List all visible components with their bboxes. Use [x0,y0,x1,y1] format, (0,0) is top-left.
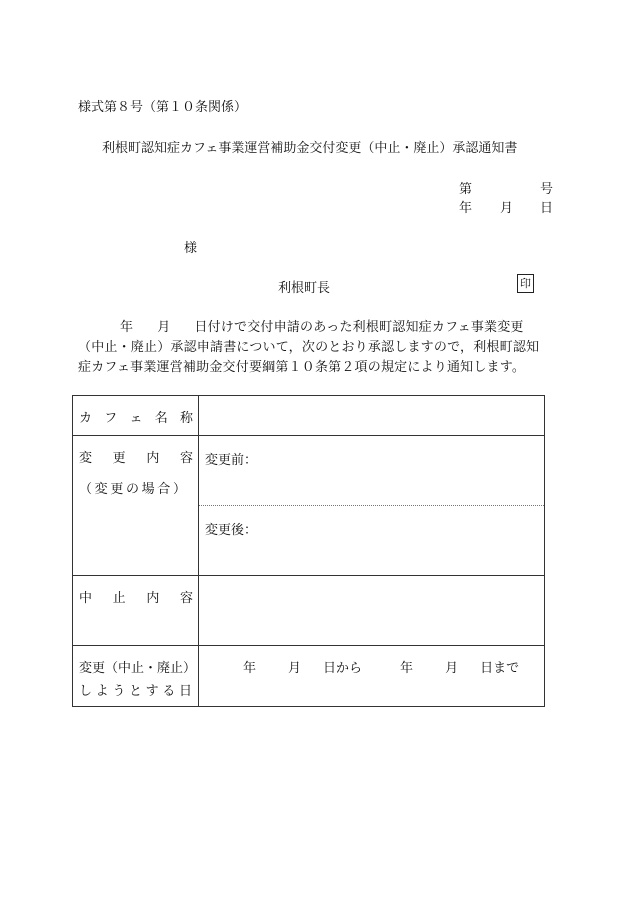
date-range [199,646,544,676]
body-month: 月 [157,320,171,335]
body-line-1-text: 日付けで交付申請のあった利根町認知症カフェ事業変更 [194,320,524,335]
change-date-char: し [79,684,93,699]
stop-content-char: 止 [112,591,126,606]
cafe-name-value-cell[interactable] [199,396,545,436]
change-case-char: 変 [94,482,108,497]
reference-number-suffix: 号 [540,182,554,197]
body-paragraph [78,318,556,378]
stop-content-char: 容 [179,591,193,606]
body-year: 年 [120,320,134,335]
cafe-name-label-cell [73,396,199,436]
to-year: 年 [400,661,414,676]
change-date-row [73,646,545,707]
from-year: 年 [243,661,257,676]
change-date-label-cell [73,646,199,707]
form-number: 様式第８号（第１０条関係） [78,100,248,115]
change-content-char: 更 [112,451,126,466]
cafe-name-row [73,396,545,436]
application-table [72,395,545,707]
cafe-name-label [73,396,198,426]
change-date-char: す [145,684,159,699]
change-date-char: う [112,684,126,699]
stop-content-row [73,576,545,646]
change-date-char: る [162,684,176,699]
stop-content-label [73,576,198,606]
change-after-cell[interactable] [199,506,545,576]
from-month: 月 [288,661,302,676]
addressee-honorific: 様 [184,241,198,256]
cafe-name-char: 称 [179,411,193,426]
cafe-name-char: フ [104,411,118,426]
stop-content-value-cell[interactable] [199,576,545,646]
change-date-label-line1: 変更（中止・廃止） [79,661,197,676]
change-case-char: 更 [110,482,124,497]
body-line-2: （中止・廃止）承認申請書について，次のとおり承認しますので，利根町認知 [78,340,540,355]
document-title: 利根町認知症カフェ事業運営補助金交付変更（中止・廃止）承認通知書 [102,141,518,156]
stop-content-label-cell [73,576,199,646]
change-case-char: ） [172,482,186,497]
change-before-label: 変更前： [205,453,258,468]
change-content-char: 容 [179,451,193,466]
body-line-3: 症カフェ事業運営補助金交付要綱第１０条第２項の規定により通知します。 [78,360,526,375]
issue-date-year: 年 [459,201,473,216]
cafe-name-char: 名 [154,411,168,426]
body-line-1 [78,318,556,338]
change-case-char: （ [79,482,93,497]
change-content-char: 変 [79,451,93,466]
stop-content-char: 中 [79,591,93,606]
change-content-label [73,436,198,466]
from-day: 日から [323,661,363,676]
sender-name: 利根町長 [278,281,331,296]
change-content-label-cell [73,436,199,576]
change-case-char: の [125,482,139,497]
change-date-char: 日 [178,684,192,699]
to-day: 日まで [480,661,520,676]
issue-date-month: 月 [500,201,514,216]
change-before-cell[interactable] [199,436,545,506]
change-content-char: 内 [146,451,160,466]
change-case-char: 合 [157,482,171,497]
change-case-char: 場 [141,482,155,497]
change-date-char: と [128,684,142,699]
change-date-char: よ [95,684,109,699]
change-date-label-line2 [73,676,198,699]
change-before-row [73,436,545,506]
change-case-label [73,478,198,497]
reference-number-label: 第 [459,182,473,197]
stop-content-char: 内 [146,591,160,606]
seal-mark: 印 [517,274,534,293]
change-date-value-cell[interactable] [199,646,545,707]
to-month: 月 [445,661,459,676]
change-after-label: 変更後： [205,523,258,538]
cafe-name-char: カ [79,411,93,426]
cafe-name-char: ェ [129,411,143,426]
issue-date-day: 日 [540,201,554,216]
